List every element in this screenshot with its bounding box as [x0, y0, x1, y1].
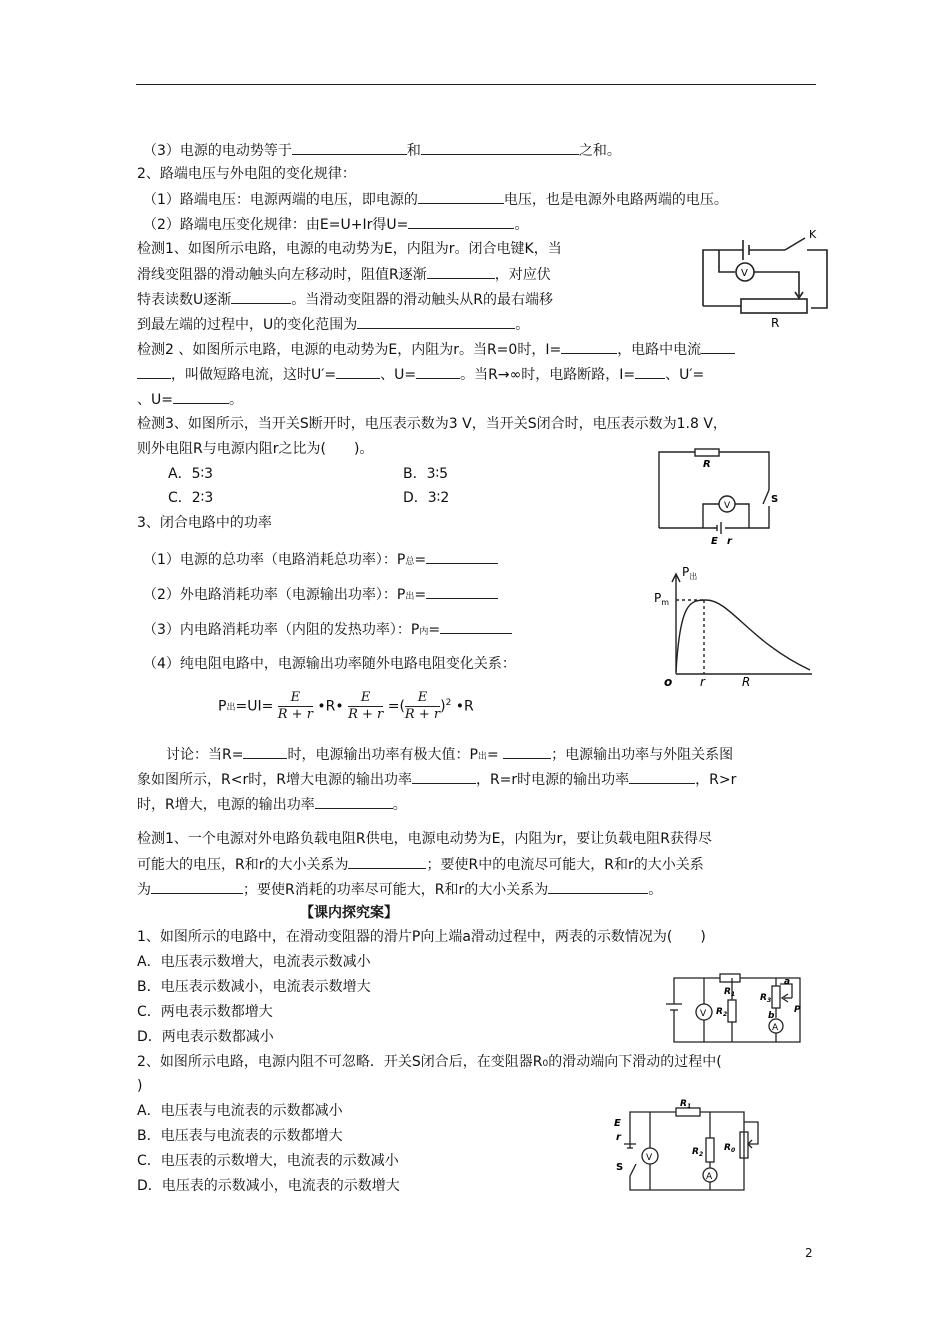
- question2-option-d: D．电压表的示数减小，电流表的示数增大: [137, 1178, 400, 1194]
- question1-stem: 1、如图所示的电路中，在滑动变阻器的滑片P向上端a滑动过程中，两表的示数情况为( ): [137, 929, 706, 945]
- fig3-r-label: r: [727, 536, 732, 547]
- q2-E-label: E: [614, 1118, 621, 1129]
- fig1-resistor-label: R: [771, 316, 780, 330]
- line-voltage-rule: （2）路端电压变化规律：由E=U+Ir得U= 。: [143, 214, 528, 235]
- q1-P-label: P: [794, 1005, 801, 1015]
- fig3-S-label: S: [771, 494, 779, 505]
- test3-option-c: C．2∶3: [168, 490, 214, 506]
- fig3-R-label: R: [703, 459, 711, 470]
- line-emf-sum: （3）电源的电动势等于 和 之和。: [143, 140, 621, 161]
- discussion-line1: 讨论：当R= 时，电源输出功率有极大值：P出= ；电源输出功率与外阻关系图: [166, 744, 733, 767]
- test2-line3: 、U= 。: [137, 389, 243, 410]
- q1-b-label: b: [768, 1011, 775, 1021]
- line-terminal-voltage: （1）路端电压：电源两端的电压，即电源的 电压，也是电源外电路两端的电压。: [143, 189, 728, 210]
- discussion-line3: 时，R增大，电源的输出功率 。: [137, 794, 407, 815]
- fig1-voltmeter-label: V: [741, 268, 748, 279]
- test2-line2: ，叫做短路电流，这时U′= 、U= 。当R→∞时，电路断路，I= 、U′=: [137, 364, 704, 385]
- header-rule: [136, 84, 816, 85]
- test1-line1: 检测1、如图所示电路，电源的电动势为E，内阻为r。闭合电键K，当: [137, 241, 562, 257]
- question2-option-b: B．电压表与电流表的示数都增大: [137, 1128, 343, 1144]
- test3-option-d: D．3∶2: [403, 490, 450, 506]
- question2-option-c: C．电压表的示数增大，电流表的示数减小: [137, 1153, 399, 1169]
- test1-line4: 到最左端的过程中，U的变化范围为 。: [137, 314, 529, 335]
- output-power-formula: P出=UI= $\frac{E}{R + r}$ •R• $\frac{E}{R + r}$ =( $\frac{E}{R + r}$ )$^2$ •R: [218, 690, 474, 722]
- figure-power-curve: [650, 562, 820, 690]
- test1-line3: 特表读数U逐渐 。当滑动变阻器的滑动触头从R的最右端移: [137, 289, 553, 310]
- graph-pm-label: $P_m$: [654, 591, 670, 607]
- q1-R1-label: $R_1$: [724, 987, 736, 998]
- question2-option-a: A．电压表与电流表的示数都减小: [137, 1103, 343, 1119]
- graph-y-axis-label: $P_出$: [682, 565, 698, 581]
- power-test-line1: 检测1、一个电源对外电路负载电阻R供电，电源电动势为E，内阻为r，要让负载电阻R获得尽: [137, 831, 712, 847]
- test3-option-a: A．5∶3: [168, 466, 214, 482]
- test1-line2: 滑线变阻器的滑动触头向左移动时，阻值R逐渐 ，对应伏: [137, 264, 551, 285]
- power-test-line3: 为 ；要使R消耗的功率尽可能大，R和r的大小关系为 。: [137, 879, 662, 900]
- q2-R0-label: $R_0$: [724, 1143, 736, 1154]
- section-3-heading: 3、闭合电路中的功率: [137, 515, 272, 531]
- q2-R2-label: $R_2$: [692, 1147, 704, 1158]
- graph-origin-label: o: [664, 675, 673, 689]
- section-title-inclass: 【课内探究案】: [300, 905, 398, 921]
- test3-option-b: B．3∶5: [403, 466, 449, 482]
- page-number: 2: [805, 1246, 813, 1260]
- graph-R-label: R: [742, 675, 751, 689]
- power-test-line2: 可能大的电压，R和r的大小关系为 ；要使R中的电流尽可能大，R和r的大小关系: [137, 854, 704, 875]
- q1-R3-label: $R_3$: [760, 993, 772, 1004]
- discussion-line2: 象如图所示，R<r时，R增大电源的输出功率 ，R=r时电源的输出功率 ，R>r: [137, 769, 736, 790]
- question2-stem: 2、如图所示电路，电源内阻不可忽略．开关S闭合后，在变阻器R0的滑动端向下滑动的过程中(: [137, 1054, 722, 1070]
- q2-R1-label: $R_1$: [680, 1099, 692, 1110]
- question2-stem-end: ): [137, 1078, 143, 1094]
- q1-a-label: a: [784, 977, 791, 987]
- power-total: （1）电源的总功率（电路消耗总功率）：P总=: [143, 549, 498, 572]
- figure-circuit-test1: [695, 228, 835, 328]
- test2-line1: 检测2 、如图所示电路，电源的电动势为E，内阻为r。当R=0时，I= ，电路中电流: [137, 339, 735, 360]
- question1-option-c: C．两电表示数都增大: [137, 1004, 273, 1020]
- fig3-E-label: E: [711, 536, 718, 547]
- power-internal: （3）内电路消耗功率（内阻的发热功率）：P内=: [143, 619, 512, 642]
- test3-line2: 则外电阻R与电源内阻r之比为( )。: [137, 441, 374, 457]
- question1-option-a: A．电压表示数增大，电流表示数减小: [137, 954, 371, 970]
- figure-circuit-question2: [610, 1098, 780, 1196]
- fig3-V-label: V: [724, 501, 731, 511]
- q1-R2-label: $R_2$: [716, 1007, 728, 1018]
- q2-S-label: S: [616, 1162, 624, 1173]
- question1-option-b: B．电压表示数减小，电流表示数增大: [137, 979, 371, 995]
- test3-line1: 检测3、如图所示，当开关S断开时，电压表示数为3 V，当开关S闭合时，电压表示数为1.8 V，: [137, 416, 727, 432]
- q1-V-label: V: [700, 1009, 707, 1019]
- graph-r-label: r: [700, 675, 705, 689]
- figure-circuit-question1: [660, 972, 810, 1050]
- power-output: （2）外电路消耗功率（电源输出功率）：P出=: [143, 584, 498, 607]
- section-2-heading: 2、路端电压与外电阻的变化规律：: [137, 166, 356, 182]
- question1-option-d: D．两电表示数都减小: [137, 1029, 274, 1045]
- q2-r-label: r: [616, 1132, 621, 1143]
- q1-A-label: A: [772, 1023, 779, 1033]
- figure-circuit-test3: [655, 448, 779, 548]
- q2-A-label: A: [706, 1172, 713, 1182]
- fig1-switch-label: K: [809, 228, 817, 241]
- power-relation: （4）纯电阻电路中，电源输出功率随外电路电阻变化关系：: [143, 656, 516, 672]
- q2-V-label: V: [646, 1153, 653, 1163]
